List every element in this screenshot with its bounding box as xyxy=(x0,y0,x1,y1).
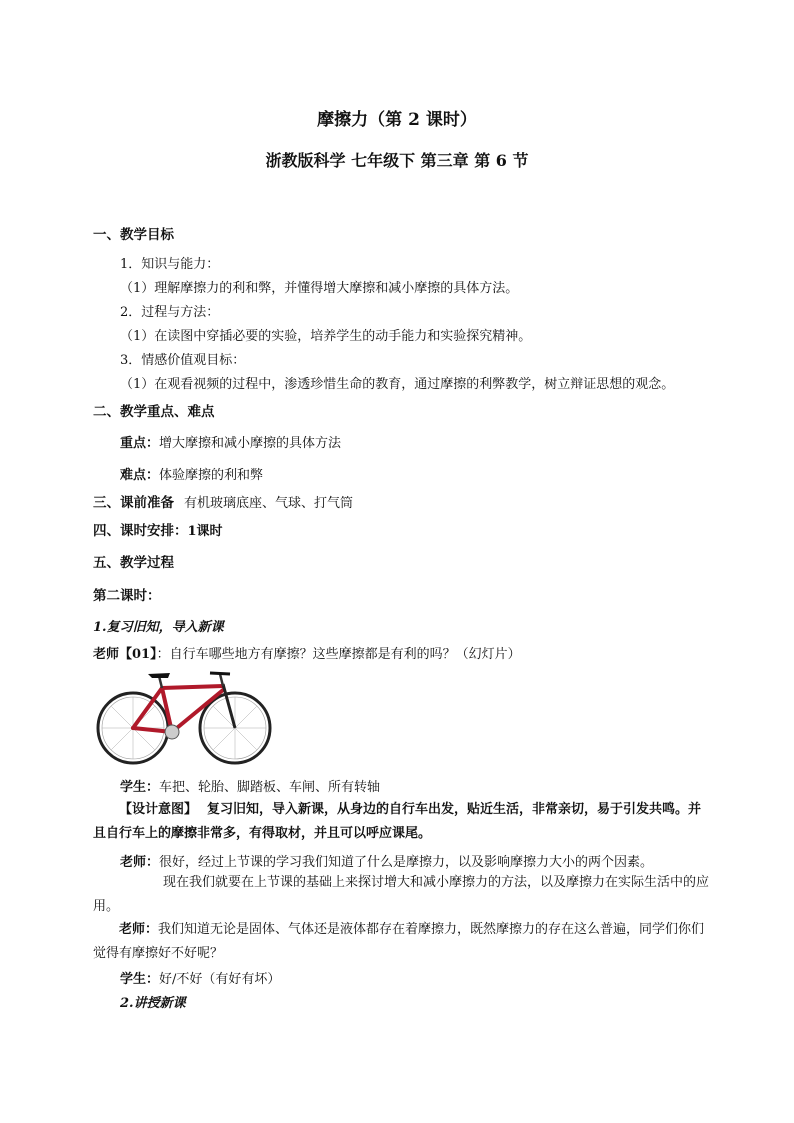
bicycle-icon xyxy=(98,673,270,763)
schedule-line xyxy=(93,519,223,539)
document-title: 摩擦力（第 2 课时） xyxy=(317,110,477,130)
teacher01-line xyxy=(93,643,521,662)
objective-line-4: （1）在读图中穿插必要的实验，培养学生的动手能力和实验探究精神。 xyxy=(120,329,532,344)
teacher2-line xyxy=(120,851,653,870)
design-text: 复习旧知，导入新课，从身边的自行车出发，贴近生活，非常亲切，易于引发共鸣。并且自行车上的摩擦非常多，有得取材，并且可以呼应课尾。 xyxy=(93,802,702,841)
schedule-text: 1课时 xyxy=(187,524,223,539)
teacher01-label: 老师【01】 xyxy=(93,647,157,662)
teacher3-paragraph xyxy=(93,918,713,966)
design-intent-paragraph xyxy=(93,798,713,846)
prep-text: 有机玻璃底座、气球、打气筒 xyxy=(184,496,354,511)
focus-label: 重点： xyxy=(120,436,160,451)
objective-line-2: （1）理解摩擦力的利和弊，并懂得增大摩擦和减小摩擦的具体方法。 xyxy=(120,281,519,296)
student2-label: 学生： xyxy=(120,972,160,987)
teacher2-continuation: 现在我们就要在上节课的基础上来探讨增大和减小摩擦力的方法，以及摩擦力在实际生活中的应用。 xyxy=(93,875,710,914)
section-objectives-heading: 一、教学目标 xyxy=(93,227,174,243)
section-process-heading: 五、教学过程 xyxy=(93,555,174,571)
objective-line-3: 2．过程与方法： xyxy=(120,305,220,320)
difficulty-text: 体验摩擦的利和弊 xyxy=(159,468,264,483)
focus-text: 增大摩擦和减小摩擦的具体方法 xyxy=(159,436,342,451)
document-subtitle: 浙教版科学 七年级下 第三章 第 6 节 xyxy=(265,151,529,170)
step2-heading: 2.讲授新课 xyxy=(120,996,186,1011)
section-prep-heading: 三、课前准备 xyxy=(93,495,174,511)
student1-label: 学生： xyxy=(120,780,160,795)
teacher2-text: 很好，经过上节课的学习我们知道了什么是摩擦力，以及影响摩擦力大小的两个因素。 xyxy=(159,855,654,870)
teacher2-label: 老师： xyxy=(120,855,160,870)
student2-line xyxy=(120,968,280,987)
section-keypoints-heading: 二、教学重点、难点 xyxy=(93,404,215,420)
teacher01-text: ：自行车哪些地方有摩擦？这些摩擦都是有利的吗？（幻灯片） xyxy=(156,647,521,662)
section-schedule-heading: 四、课时安排： xyxy=(93,523,188,539)
student1-line xyxy=(120,776,380,795)
student1-text: 车把、轮胎、脚踏板、车闸、所有转轴 xyxy=(159,780,381,795)
focus-line xyxy=(120,432,341,451)
objective-line-5: 3．情感价值观目标： xyxy=(120,353,246,368)
objective-line-6: （1）在观看视频的过程中，渗透珍惜生命的教育，通过摩擦的利弊教学，树立辩证思想的观念。 xyxy=(120,377,675,392)
student2-text: 好/不好（有好有坏） xyxy=(159,972,281,987)
objective-line-1: 1．知识与能力： xyxy=(120,257,220,272)
design-label: 【设计意图】 xyxy=(119,802,198,817)
bicycle-image xyxy=(96,668,274,768)
teacher3-text: 我们知道无论是固体、气体还是液体都存在着摩擦力，既然摩擦力的存在这么普遍，同学们你们觉得有摩擦好不好呢？ xyxy=(93,922,705,961)
step1-heading: 1.复习旧知，导入新课 xyxy=(93,620,224,635)
lesson-label: 第二课时： xyxy=(93,588,161,604)
difficulty-label: 难点： xyxy=(120,468,160,483)
prep-line xyxy=(93,491,353,511)
difficulty-line xyxy=(120,464,263,483)
teacher3-label: 老师： xyxy=(119,922,159,937)
